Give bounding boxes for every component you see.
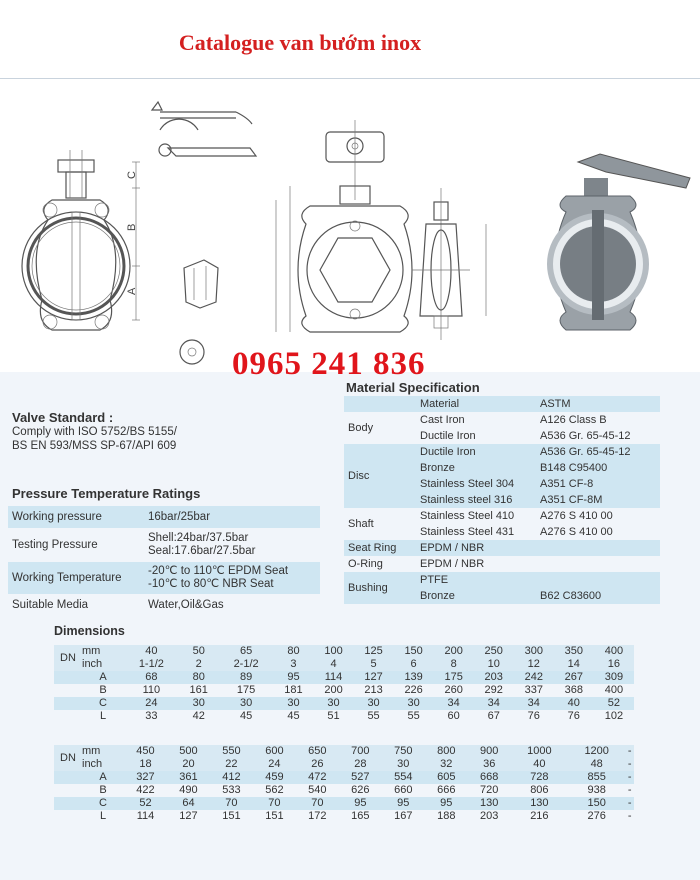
table-cell: 130 [468,797,511,810]
table-cell: 67 [487,710,500,722]
dim-row-label: C [82,797,124,810]
table-cell: 18 [124,758,167,771]
table-cell: 855 [568,771,625,784]
table-row [54,671,634,684]
table-cell: 175 [434,671,474,684]
table-cell: 127 [354,671,394,684]
table-cell: 806 [530,784,549,796]
table-row [54,645,634,658]
table-cell: 165 [351,810,370,822]
table-cell: 34 [514,697,554,710]
table-cell: 200 [324,684,343,696]
table-cell: 150 [394,645,434,658]
table-cell: 533 [222,784,241,796]
table-cell: 666 [437,784,456,796]
table-cell: 350 [554,645,594,658]
table-cell: 102 [604,710,624,722]
table-cell: 167 [394,810,413,822]
table-cell: 4 [314,658,354,671]
table-cell: 3 [273,658,313,671]
table-cell: 95 [382,797,425,810]
table-row: Stainless Steel 431 A276 S 410 00 [420,526,613,538]
table-cell: 22 [210,758,253,771]
table-row: Bronze B62 C83600 [344,588,660,604]
table-cell: 30 [394,697,434,710]
material-spec-table [344,396,660,604]
table-cell: 10 [474,658,514,671]
table-cell: 52 [594,697,634,710]
table-cell: 151 [222,810,241,822]
table-cell: 472 [296,771,339,784]
valve-standard-text: Comply with ISO 5752/BS 5155/ BS EN 593/MSS SP-67/API 609 [12,426,177,452]
table-cell: 226 [404,684,423,696]
table-cell: 110 [142,684,161,696]
table-cell: 30 [314,697,354,710]
table-cell: 626 [351,784,370,796]
table-cell: 70 [296,797,339,810]
table-cell: 34 [474,697,514,710]
unit-label: inch [82,658,124,671]
unit-label: inch [82,758,124,771]
table-cell: 76 [527,710,540,722]
table-cell: 76 [567,710,580,722]
table-cell: 175 [236,684,256,696]
table-cell: 605 [425,771,468,784]
table-cell: 52 [124,797,167,810]
table-cell: 151 [265,810,284,822]
table-cell: 450 [124,745,167,758]
gear-operator-drawing [276,120,412,332]
table-cell: 100 [314,645,354,658]
table-cell: 150 [568,797,625,810]
table-cell: 32 [425,758,468,771]
table-cell: 45 [239,710,253,722]
table-row [54,771,634,784]
table-row: Stainless steel 316 A351 CF-8M [344,492,660,508]
page-title: Catalogue van bướm inox [178,30,422,55]
detail-drawings [180,260,218,364]
table-cell: 55 [367,710,380,722]
pressure-ratings-heading: Pressure Temperature Ratings [12,486,201,501]
table-cell: 30 [354,697,394,710]
table-cell: 400 [604,684,624,696]
table-cell: 242 [514,671,554,684]
table-row: Working Temperature -20℃ to 110℃ EPDM Seat -10℃ to 80℃ NBR Seat [8,562,320,594]
table-cell: 161 [189,684,208,696]
table-row: O-Ring EPDM / NBR [348,558,485,570]
table-cell: - [625,797,634,810]
table-cell: 500 [167,745,210,758]
table-cell: 2 [179,658,219,671]
table-cell: 1000 [511,745,568,758]
table-cell: 938 [587,784,606,796]
table-cell: 30 [179,697,219,710]
table-cell: 728 [511,771,568,784]
table-cell: 6 [394,658,434,671]
table-cell: - [625,771,634,784]
section-view-drawing [412,188,486,340]
table-cell: 114 [136,810,155,822]
table-row: Bushing PTFE [344,572,660,588]
dn-label: DN [54,645,82,671]
table-cell: 309 [594,671,634,684]
svg-text:A: A [126,287,138,295]
dim-row-label: A [82,671,124,684]
table-row [54,684,634,697]
table-row: Seat Ring EPDM / NBR [344,540,660,556]
table-cell: 127 [179,810,198,822]
table-cell: 24 [124,697,179,710]
table-cell: 172 [308,810,327,822]
table-cell: 70 [253,797,296,810]
table-cell: 720 [480,784,499,796]
table-cell: 700 [339,745,382,758]
table-row [54,745,634,758]
table-cell: 5 [354,658,394,671]
table-cell: 2-1/2 [219,658,274,671]
table-cell: 42 [192,710,205,722]
table-cell: 40 [554,697,594,710]
table-cell: 14 [554,658,594,671]
table-cell: 95 [273,671,313,684]
table-row: Working pressure 16bar/25bar [8,506,320,528]
table-cell: 8 [434,658,474,671]
table-cell: 114 [314,671,354,684]
table-cell: 213 [364,684,383,696]
table-cell: 188 [437,810,456,822]
table-cell: 30 [219,697,274,710]
table-row: Disc Ductile Iron A536 Gr. 65-45-12 [344,444,660,460]
table-cell: 267 [554,671,594,684]
table-cell: 400 [594,645,634,658]
material-spec-heading: Material Specification [346,380,480,395]
table-cell: 139 [394,671,434,684]
table-cell: 55 [407,710,420,722]
table-cell: 800 [425,745,468,758]
table-header-row: Material ASTM [344,396,660,412]
table-cell: 181 [284,684,303,696]
table-cell: - [625,758,634,771]
table-cell: 33 [145,710,158,722]
table-cell: 65 [219,645,274,658]
table-row [54,710,634,723]
dim-row-label: B [99,684,107,696]
table-cell: 422 [136,784,155,796]
dimensions-table-2 [54,745,634,823]
dim-row-label: L [99,810,107,822]
table-cell: 130 [511,797,568,810]
table-cell: 26 [296,758,339,771]
table-cell: 412 [210,771,253,784]
table-cell: 276 [587,810,606,822]
table-cell: 554 [382,771,425,784]
table-cell: 89 [219,671,274,684]
table-row: Shaft Stainless Steel 410 A276 S 410 00 [348,510,613,530]
table-cell: 50 [179,645,219,658]
table-cell: 95 [339,797,382,810]
table-row [54,658,634,671]
table-row: Bronze B148 C95400 [344,460,660,476]
table-row: Suitable Media Water,Oil&Gas [12,599,224,611]
table-row [54,758,634,771]
table-cell: 51 [327,710,340,722]
table-cell: 250 [474,645,514,658]
dim-row-label: B [99,784,107,796]
table-row: Body Cast Iron A126 Class B [348,414,607,434]
table-cell: 40 [124,645,179,658]
dimensions-table-1 [54,645,634,723]
dim-row-label: L [99,710,107,722]
table-cell: 668 [468,771,511,784]
table-cell: 12 [514,658,554,671]
table-cell: 203 [474,671,514,684]
table-row [54,697,634,710]
table-cell: 300 [514,645,554,658]
table-cell: 650 [296,745,339,758]
dn-label: DN [54,745,82,771]
valve-photo [550,154,690,330]
table-cell: 900 [468,745,511,758]
dimensions-heading: Dimensions [54,624,125,638]
table-cell: 64 [167,797,210,810]
table-cell: 200 [434,645,474,658]
table-cell: 260 [444,684,463,696]
table-cell: 1-1/2 [124,658,179,671]
table-cell: - [627,810,632,822]
front-view-drawing [22,150,140,330]
table-cell: 80 [179,671,219,684]
table-cell: 45 [287,710,300,722]
table-cell: 750 [382,745,425,758]
table-cell: 24 [253,758,296,771]
table-row: Stainless Steel 304 A351 CF-8 [344,476,660,492]
table-cell: - [627,784,632,796]
table-cell: - [625,745,634,758]
table-cell: 203 [480,810,499,822]
dim-row-label: A [82,771,124,784]
table-row: Testing Pressure Shell:24bar/37.5bar Seal:17.6bar/27.5bar [12,532,256,557]
table-cell: 327 [124,771,167,784]
table-cell: 292 [484,684,503,696]
table-cell: 361 [167,771,210,784]
svg-text:B: B [126,223,138,231]
unit-label: mm [82,645,124,658]
handle-drawing [152,102,256,156]
divider [0,78,700,79]
dim-row-label: C [82,697,124,710]
table-cell: 30 [273,697,313,710]
table-row: Ductile Iron A536 Gr. 65-45-12 [420,430,631,442]
table-cell: 20 [167,758,210,771]
unit-label: mm [82,745,124,758]
technical-drawings [0,90,700,380]
table-cell: 459 [253,771,296,784]
table-cell: 600 [253,745,296,758]
table-cell: 368 [564,684,583,696]
table-cell: 216 [530,810,549,822]
table-cell: 1200 [568,745,625,758]
table-cell: 70 [210,797,253,810]
table-row [54,797,634,810]
pressure-ratings-table [8,506,320,616]
valve-standard-heading: Valve Standard : [12,410,114,425]
phone-number: 0965 241 836 [232,346,426,382]
table-cell: 16 [594,658,634,671]
table-cell: 60 [447,710,460,722]
table-cell: 36 [468,758,511,771]
table-cell: 125 [354,645,394,658]
table-cell: 527 [339,771,382,784]
table-row [54,810,634,823]
svg-text:C: C [126,171,138,179]
table-cell: 80 [273,645,313,658]
table-cell: 95 [425,797,468,810]
table-cell: 48 [568,758,625,771]
table-cell: 337 [524,684,543,696]
table-cell: 660 [394,784,413,796]
table-cell: 34 [434,697,474,710]
table-cell: 40 [511,758,568,771]
table-cell: 30 [382,758,425,771]
table-cell: 68 [124,671,179,684]
table-cell: 550 [210,745,253,758]
table-cell: 540 [308,784,327,796]
table-cell: 562 [265,784,284,796]
table-cell: 490 [179,784,198,796]
table-row [54,784,634,797]
table-cell: 28 [339,758,382,771]
